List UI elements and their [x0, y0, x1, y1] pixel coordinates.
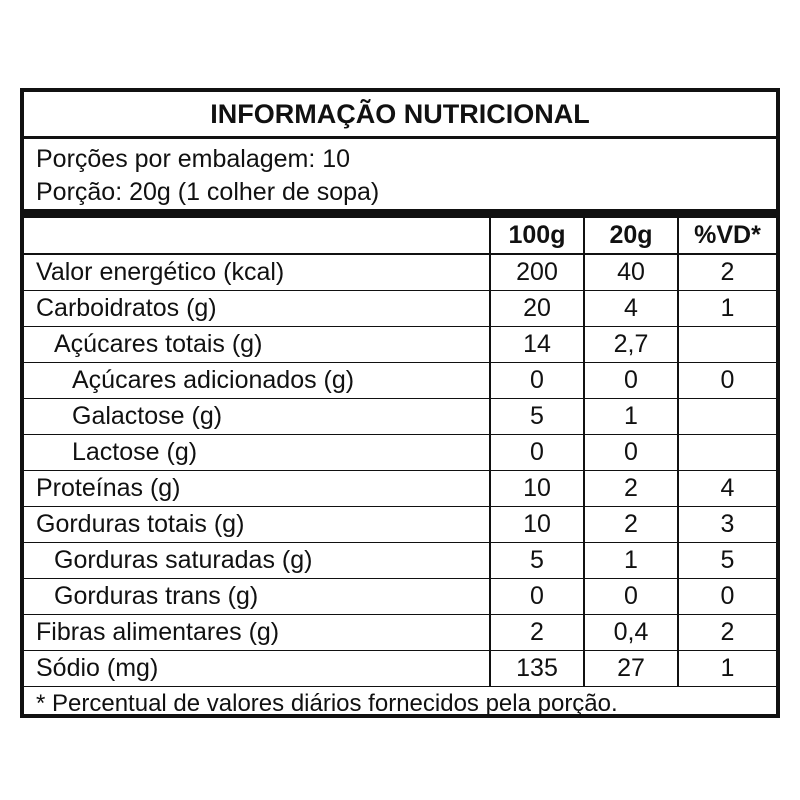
value-per-100g: 135 — [490, 651, 584, 687]
value-per-100g: 14 — [490, 327, 584, 363]
table-row — [24, 399, 776, 435]
table-row — [24, 254, 776, 291]
value-per-portion: 2,7 — [584, 327, 678, 363]
daily-value-percent: 0 — [678, 579, 776, 615]
nutrient-label: Sódio (mg) — [24, 651, 490, 687]
footnote: * Percentual de valores diários fornecidos pela porção. — [36, 690, 618, 717]
table-row — [24, 363, 776, 399]
table-row — [24, 615, 776, 651]
value-per-100g: 10 — [490, 507, 584, 543]
value-per-portion: 1 — [584, 543, 678, 579]
value-per-portion: 27 — [584, 651, 678, 687]
value-per-100g: 2 — [490, 615, 584, 651]
daily-value-percent — [678, 435, 776, 471]
daily-value-percent: 1 — [678, 291, 776, 327]
nutrient-label: Gorduras saturadas (g) — [24, 543, 490, 579]
daily-value-percent: 1 — [678, 651, 776, 687]
table-row — [24, 651, 776, 687]
daily-value-percent: 5 — [678, 543, 776, 579]
header-label-blank — [24, 218, 490, 254]
header-portion: 20g — [584, 218, 678, 254]
value-per-100g: 0 — [490, 363, 584, 399]
value-per-portion: 0 — [584, 363, 678, 399]
nutrition-facts-panel — [20, 88, 780, 718]
daily-value-percent: 2 — [678, 615, 776, 651]
value-per-100g: 200 — [490, 254, 584, 291]
portions-per-package: Porções por embalagem: 10 — [36, 145, 351, 173]
nutrient-label: Fibras alimentares (g) — [24, 615, 490, 651]
thick-divider — [24, 209, 776, 218]
nutrient-label: Açúcares adicionados (g) — [24, 363, 490, 399]
daily-value-percent: 2 — [678, 254, 776, 291]
daily-value-percent: 3 — [678, 507, 776, 543]
nutrient-rows — [24, 254, 776, 687]
value-per-portion: 0,4 — [584, 615, 678, 651]
nutrient-label: Gorduras totais (g) — [24, 507, 490, 543]
table-row — [24, 471, 776, 507]
value-per-portion: 0 — [584, 579, 678, 615]
nutrient-label: Lactose (g) — [24, 435, 490, 471]
value-per-100g: 20 — [490, 291, 584, 327]
value-per-portion: 4 — [584, 291, 678, 327]
portion-size: Porção: 20g (1 colher de sopa) — [36, 178, 380, 206]
table-row — [24, 579, 776, 615]
value-per-portion: 40 — [584, 254, 678, 291]
value-per-portion: 1 — [584, 399, 678, 435]
portion-info — [24, 139, 776, 209]
value-per-100g: 5 — [490, 543, 584, 579]
table-row — [24, 507, 776, 543]
daily-value-percent: 4 — [678, 471, 776, 507]
nutrition-table — [24, 218, 776, 687]
nutrient-label: Valor energético (kcal) — [24, 254, 490, 291]
nutrient-label: Galactose (g) — [24, 399, 490, 435]
nutrient-label: Proteínas (g) — [24, 471, 490, 507]
header-daily-value: %VD* — [678, 218, 776, 254]
table-row — [24, 291, 776, 327]
daily-value-percent — [678, 399, 776, 435]
panel-title: INFORMAÇÃO NUTRICIONAL — [24, 92, 776, 139]
value-per-100g: 5 — [490, 399, 584, 435]
table-row — [24, 435, 776, 471]
header-100g: 100g — [490, 218, 584, 254]
value-per-100g: 0 — [490, 579, 584, 615]
table-header-row — [24, 218, 776, 254]
nutrient-label: Gorduras trans (g) — [24, 579, 490, 615]
daily-value-percent: 0 — [678, 363, 776, 399]
value-per-100g: 10 — [490, 471, 584, 507]
table-row — [24, 543, 776, 579]
value-per-portion: 2 — [584, 471, 678, 507]
table-row — [24, 327, 776, 363]
nutrient-label: Açúcares totais (g) — [24, 327, 490, 363]
value-per-portion: 2 — [584, 507, 678, 543]
value-per-100g: 0 — [490, 435, 584, 471]
daily-value-percent — [678, 327, 776, 363]
value-per-portion: 0 — [584, 435, 678, 471]
nutrient-label: Carboidratos (g) — [24, 291, 490, 327]
